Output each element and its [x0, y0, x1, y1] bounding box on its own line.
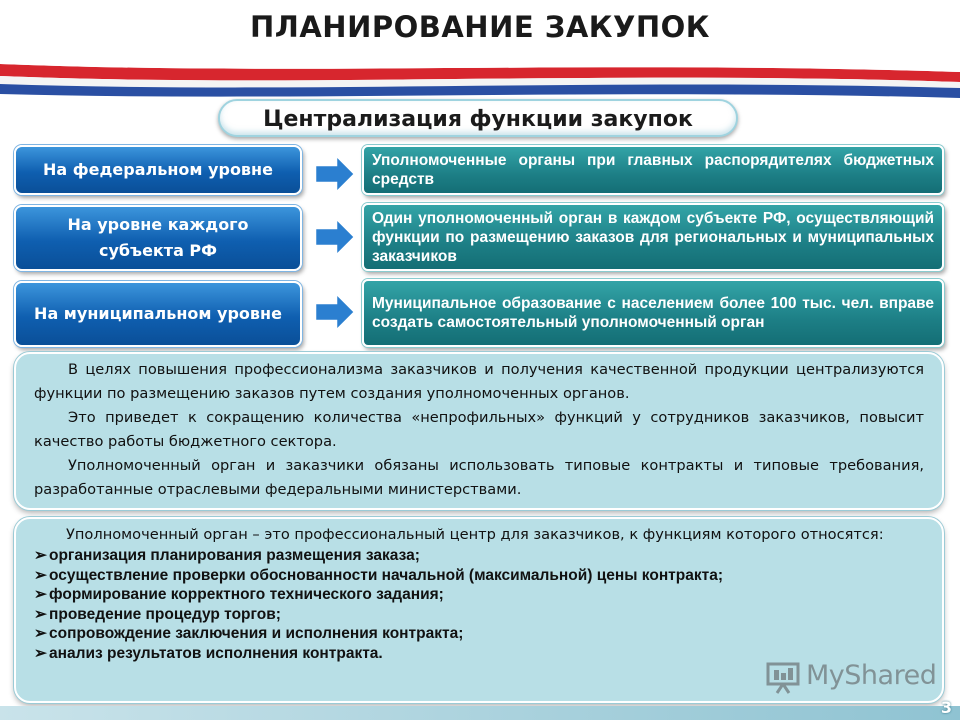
list-item: ➢ сопровождение заключения и исполнения контракта; [34, 625, 464, 643]
arrow-right-icon [312, 152, 358, 196]
watermark-logo [766, 658, 937, 698]
arrow-bullet-icon: ➢ [34, 586, 47, 604]
arrow-bullet-icon: ➢ [34, 547, 47, 564]
arrow-bullet-icon: ➢ [34, 644, 47, 662]
page-number: 3 [940, 698, 952, 717]
panel-paragraph: Уполномоченный орган и заказчики обязаны использовать типовые контракты и типовые требования, разработанные отраслевыми федеральными министерствами. [34, 457, 924, 498]
watermark-text: MyShared [806, 660, 937, 691]
arrow-right-icon [312, 215, 358, 259]
functions-list [34, 546, 924, 664]
list-item: ➢ анализ результатов исполнения контракта. [34, 644, 383, 662]
level-subject: На уровне каждого субъекта РФ [14, 205, 302, 271]
arrow-bullet-icon: ➢ [34, 605, 47, 623]
arrow-right-icon [312, 290, 358, 334]
panel-intro: Уполномоченный орган – это профессиональный центр для заказчиков, к функциям которого относятся: [66, 526, 884, 543]
level-subject-description: Один уполномоченный орган в каждом субъекте РФ, осуществляющий функции по размещению заказов для региональных и муниципальных заказчиков [362, 203, 944, 271]
panel-paragraph: В целях повышения профессионализма заказчиков и получения качественной продукции централизуются функции по размещению заказов путем создания уполномоченных органов. [34, 361, 924, 402]
panel-paragraph: Это приведет к сокращению количества «непрофильных» функций у сотрудников заказчиков, повысит качество работы бюджетного сектора. [34, 409, 924, 450]
list-item: ➢ осуществление проверки обоснованности начальной (максимальной) цены контракта; [34, 566, 723, 584]
centralization-goals-panel [14, 352, 944, 510]
level-federal-description: Уполномоченные органы при главных распорядителях бюджетных средств [362, 145, 944, 195]
arrow-bullet-icon: ➢ [34, 566, 47, 584]
header-stripes [0, 58, 960, 102]
level-federal: На федеральном уровне [14, 145, 302, 195]
section-subtitle: Централизация функции закупок [218, 99, 738, 137]
list-item: ➢ формирование корректного технического задания; [34, 586, 444, 604]
list-item: ➢ проведение процедур торгов; [34, 605, 281, 623]
footer-bar [0, 706, 960, 720]
presentation-icon [766, 662, 800, 694]
list-item: ➢ организация планирования размещения заказа; [34, 547, 420, 564]
page-title: ПЛАНИРОВАНИЕ ЗАКУПОК [250, 10, 710, 44]
arrow-bullet-icon: ➢ [34, 625, 47, 643]
level-municipal: На муниципальном уровне [14, 281, 302, 347]
level-municipal-description: Муниципальное образование с населением более 100 тыс. чел. вправе создать самостоятельный уполномоченный орган [362, 279, 944, 347]
